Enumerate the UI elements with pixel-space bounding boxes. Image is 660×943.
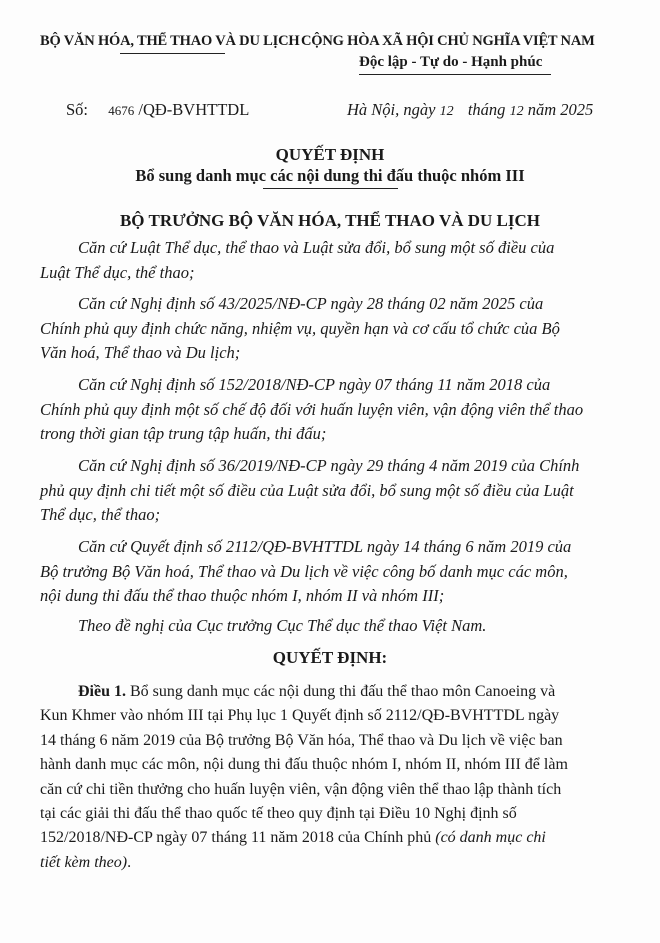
preamble-paragraph [40, 454, 626, 528]
article-italic-note: tiết kèm theo) [40, 853, 128, 871]
preamble-line: Căn cứ Nghị định số 152/2018/NĐ-CP ngày 07 tháng 11 năm 2018 của [78, 375, 551, 394]
preamble-line: Chính phủ quy định một số chế độ đối với huấn luyện viên, vận động viên thể thao [40, 399, 584, 419]
preamble-line: Căn cứ Quyết định số 2112/QĐ-BVHTTDL ngày 14 tháng 6 năm 2019 của [78, 537, 572, 556]
ministry-underline [120, 53, 225, 54]
document-title: QUYẾT ĐỊNH [275, 145, 385, 164]
national-motto: Độc lập - Tự do - Hạnh phúc [359, 54, 543, 70]
preamble-line: Luật Thể dục, thể thao; [40, 262, 195, 282]
article-text: Bổ sung danh mục các nội dung thi đấu thể thao môn Canoeing và [130, 683, 556, 700]
preamble-paragraph [40, 292, 626, 366]
preamble-line: Bộ trưởng Bộ Văn hoá, Thể thao và Du lịch về việc công bố danh mục các môn, [40, 561, 568, 581]
preamble-line: phủ quy định chi tiết một số điều của Luật sửa đổi, bổ sung một số điều của Luật [40, 480, 574, 500]
document-number [66, 100, 249, 120]
number-prefix: Số: [66, 100, 89, 119]
article-line: hành danh mục các môn, nội dung thi đấu thuộc nhóm I, nhóm II, nhóm III để làm [40, 756, 568, 774]
article-label: Điều 1. [78, 683, 126, 700]
article-line [40, 680, 626, 704]
preamble-line: Căn cứ Luật Thể dục, thể thao và Luật sửa đổi, bổ sung một số điều của [78, 238, 555, 257]
date-day: 12 [439, 104, 454, 119]
article-italic-note: (có danh mục chi [435, 829, 546, 847]
preamble-line: Căn cứ Nghị định số 36/2019/NĐ-CP ngày 29 tháng 4 năm 2019 của Chính [78, 456, 580, 475]
preamble-line: Chính phủ quy định chức năng, nhiệm vụ, quyền hạn và cơ cấu tổ chức của Bộ [40, 318, 560, 338]
number-value: 4676 [108, 103, 135, 118]
ministry-name: BỘ VĂN HÓA, THỂ THAO VÀ DU LỊCH [40, 33, 300, 49]
article-line: tại các giải thi đấu thể thao quốc tế theo quy định tại Điều 10 Nghị định số [40, 805, 517, 823]
document-subtitle: Bổ sung danh mục các nội dung thi đấu thuộc nhóm III [135, 166, 525, 185]
preamble-line: Theo đề nghị của Cục trưởng Cục Thể dục thể thao Việt Nam. [78, 616, 487, 635]
year-label: năm [527, 100, 557, 119]
article-end-punct: . [127, 853, 132, 871]
date-year: 2025 [560, 100, 594, 119]
preamble-paragraph [40, 535, 626, 609]
preamble-paragraph [40, 614, 626, 639]
motto-underline [359, 74, 551, 75]
preamble-line: Căn cứ Nghị định số 43/2025/NĐ-CP ngày 28 tháng 02 năm 2025 của [78, 294, 544, 313]
article-line: 14 tháng 6 năm 2019 của Bộ trưởng Bộ Văn hóa, Thể thao và Du lịch về việc ban [40, 731, 563, 749]
issuing-authority: BỘ TRƯỞNG BỘ VĂN HÓA, THỂ THAO VÀ DU LỊCH [119, 211, 541, 230]
date-month: 12 [509, 104, 524, 119]
decision-heading: QUYẾT ĐỊNH: [272, 648, 388, 667]
preamble-line: Thể dục, thể thao; [40, 505, 161, 524]
preamble-line: nội dung thi đấu thể thao thuộc nhóm I, nhóm II và nhóm III; [40, 586, 445, 605]
month-label: tháng [467, 100, 506, 119]
preamble-paragraph [40, 236, 626, 285]
preamble-line: Văn hoá, Thể thao và Du lịch; [40, 343, 241, 362]
preamble-paragraph [40, 373, 626, 447]
preamble-line: trong thời gian tập trung tập huấn, thi đấu; [40, 424, 327, 443]
subtitle-underline [263, 188, 398, 189]
republic-name: CỘNG HÒA XÃ HỘI CHỦ NGHĨA VIỆT NAM [301, 33, 595, 49]
article-line: Kun Khmer vào nhóm III tại Phụ lục 1 Quyết định số 2112/QĐ-BVHTTDL ngày [40, 707, 560, 725]
place-date-prefix: Hà Nội, ngày [347, 100, 436, 119]
article-line: căn cứ chi tiền thưởng cho huấn luyện viên, vận động viên thể thao lập thành tích [40, 780, 562, 798]
article-line [40, 826, 626, 850]
article-1 [40, 680, 626, 875]
article-text: 152/2018/NĐ-CP ngày 07 tháng 11 năm 2018 của Chính phủ [40, 829, 432, 847]
number-suffix: /QĐ-BVHTTDL [138, 100, 250, 119]
place-date [347, 100, 593, 120]
article-line [40, 851, 626, 875]
